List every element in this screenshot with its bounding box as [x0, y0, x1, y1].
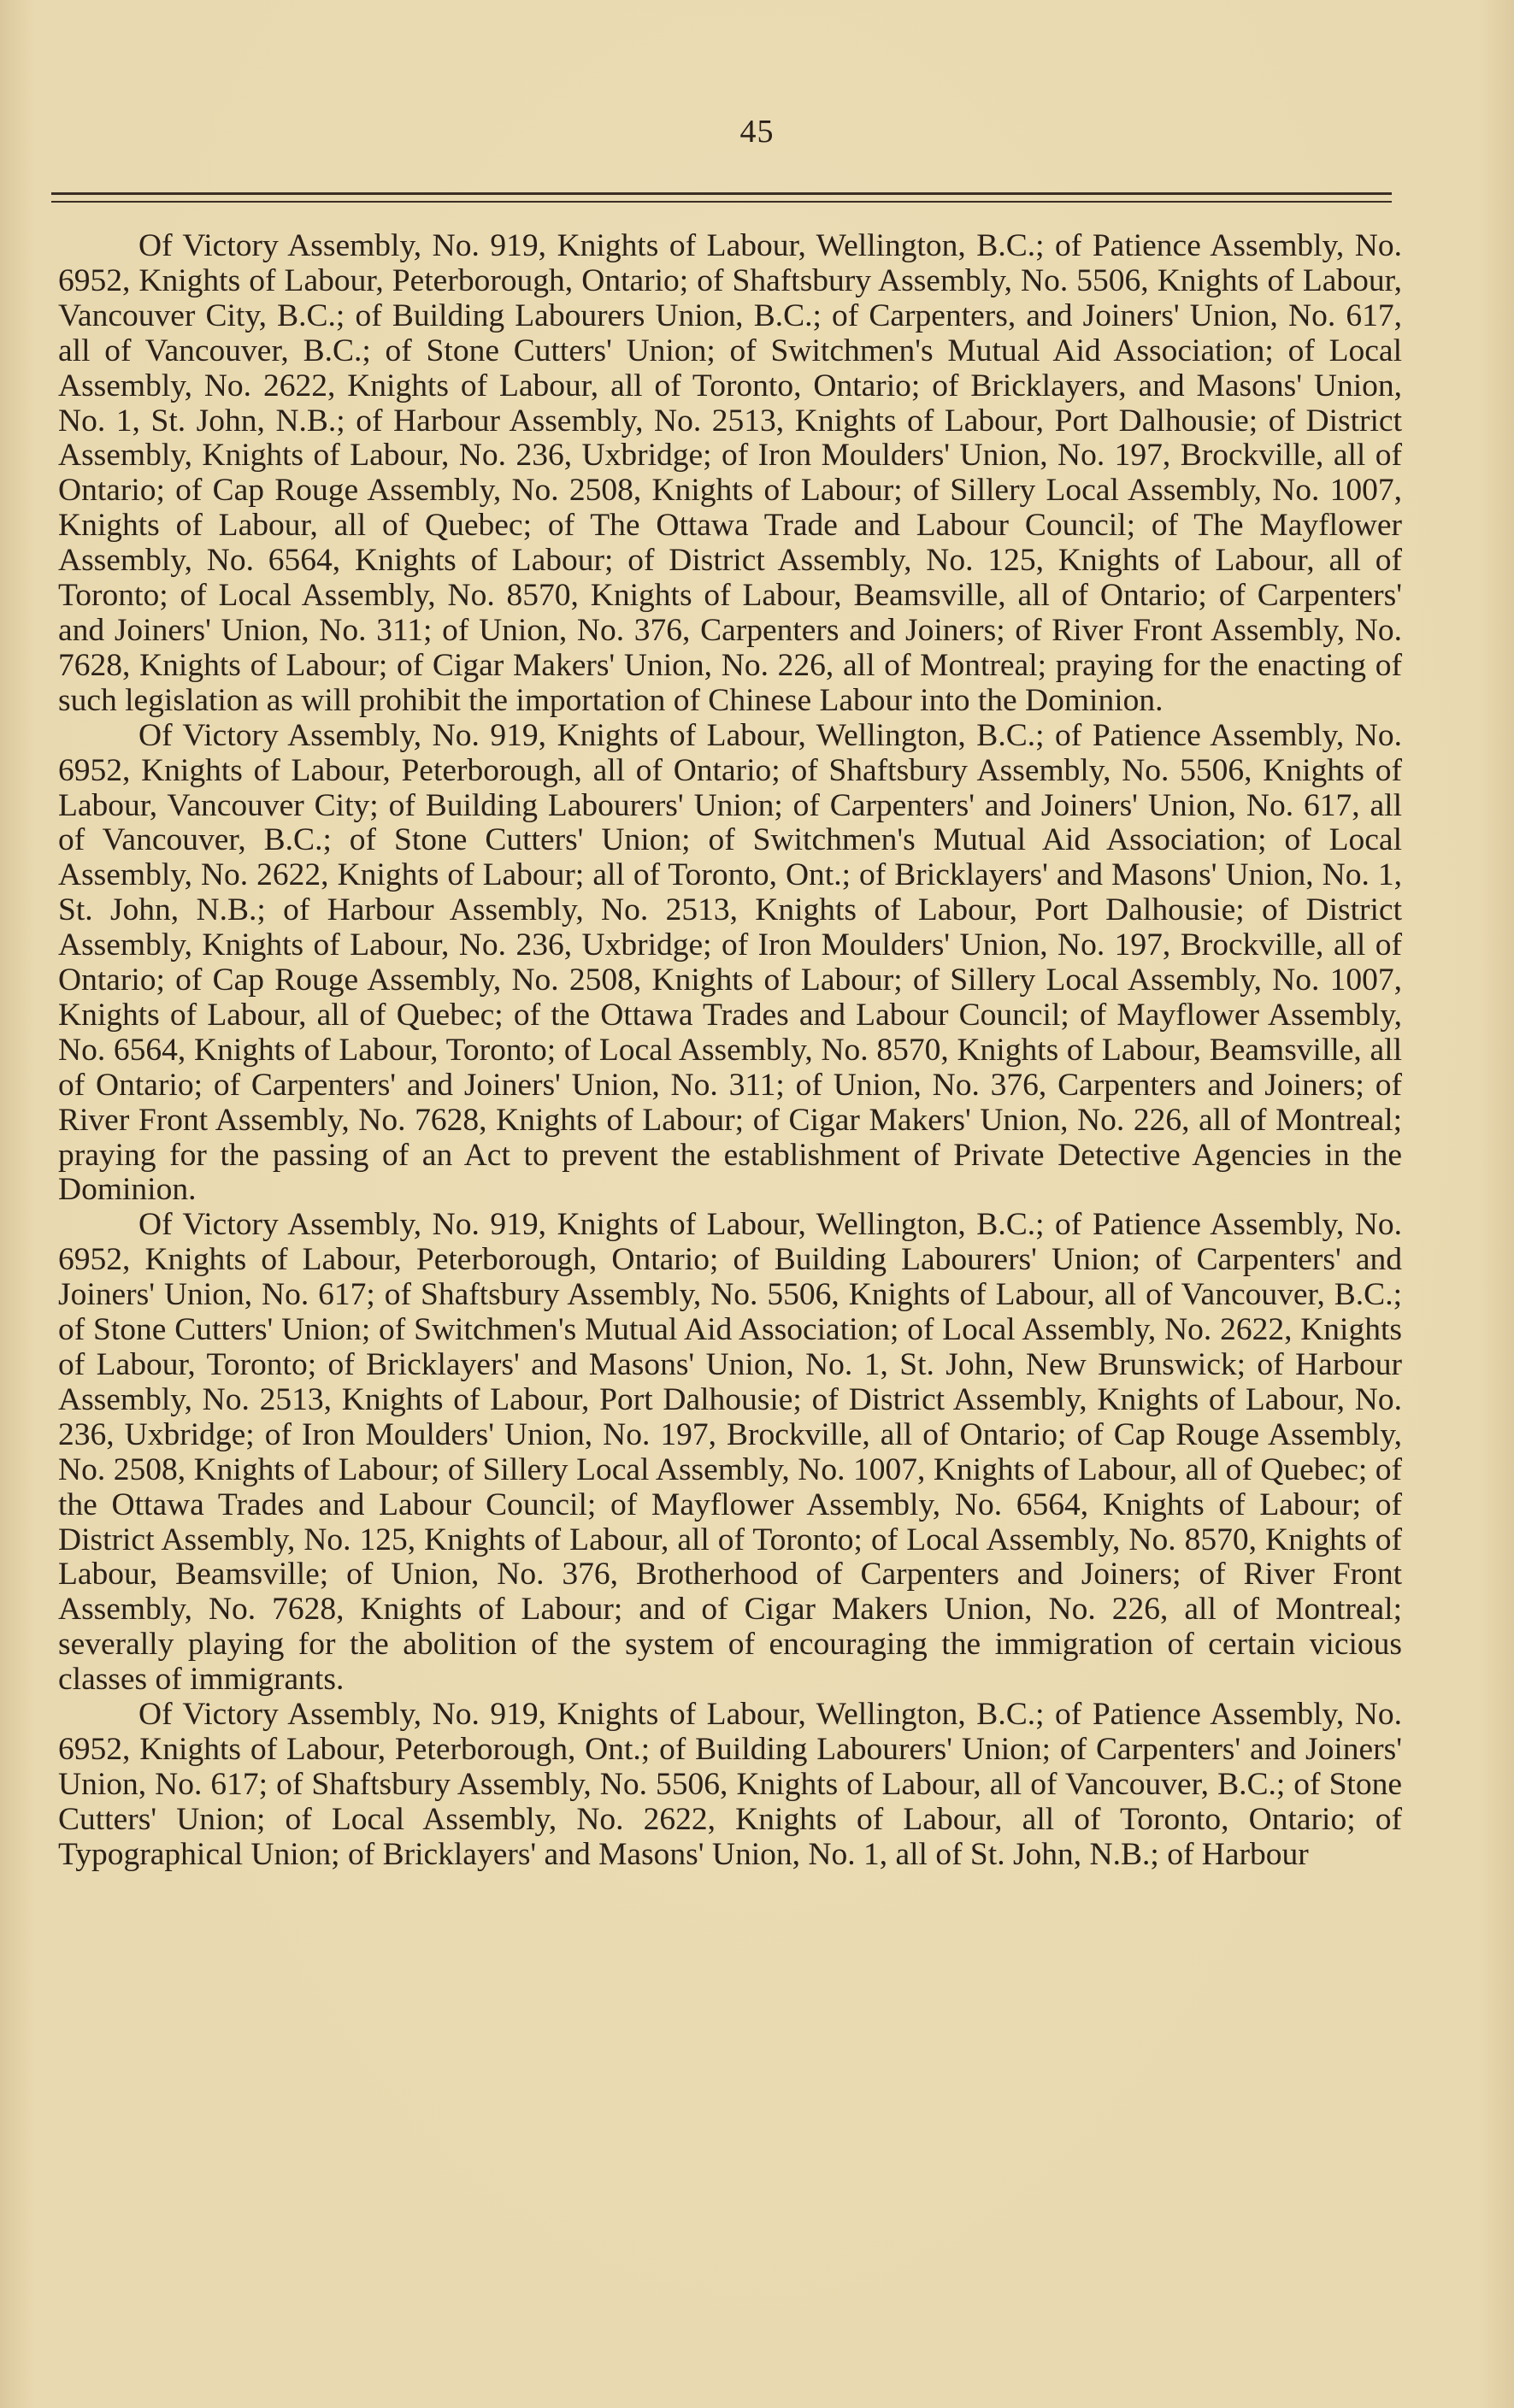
header-rule-bottom: [51, 201, 1392, 203]
paragraph-detective-agencies-petition: Of Victory Assembly, No. 919, Knights of Labour, Wellington, B.C.; of Patience Assembly, No. 6952, Knights of Labour, Peterborough, all of Ontario; of Shaftsbury Assembly, No. 5506, Knights of Labour, Vancouver City; of Building Labourers' Union; of Carpenters' and Joiners' Union, No. 617, all of Vancouver, B.C.; of Stone Cutters' Union; of Switchmen's Mutual Aid Association; of Local Assembly, No. 2622, Knights of Labour; all of Toronto, Ont.; of Bricklayers' and Masons' Union, No. 1, St. John, N.B.; of Harbour Assembly, No. 2513, Knights of Labour, Port Dalhousie; of District Assembly, Knights of Labour, No. 236, Uxbridge; of Iron Moulders' Union, No. 197, Brockville, all of Ontario; of Cap Rouge Assembly, No. 2508, Knights of Labour; of Sillery Local Assembly, No. 1007, Knights of Labour, all of Quebec; of the Ottawa Trades and Labour Council; of Mayflower Assembly, No. 6564, Knights of Labour, Toronto; of Local Assembly, No. 8570, Knights of Labour, Beamsville, all of Ontario; of Carpenters' and Joiners' Union, No. 311; of Union, No. 376, Carpenters and Joiners; of River Front Assembly, No. 7628, Knights of Labour; of Cigar Makers' Union, No. 226, all of Montreal; praying for the passing of an Act to prevent the establishment of Private Detective Agencies in the Dominion.: [58, 717, 1402, 1208]
header-rule-top: [51, 192, 1392, 195]
paragraph-continued-petition: Of Victory Assembly, No. 919, Knights of Labour, Wellington, B.C.; of Patience Assembly, No. 6952, Knights of Labour, Peterborough, Ont.; of Building Labourers' Union; of Carpenters' and Joiners' Union, No. 617; of Shaftsbury Assembly, No. 5506, Knights of Labour, all of Vancouver, B.C.; of Stone Cutters' Union; of Local Assembly, No. 2622, Knights of Labour, all of Toronto, Ontario; of Typographical Union; of Bricklayers' and Masons' Union, No. 1, all of St. John, N.B.; of Harbour: [58, 1697, 1402, 1872]
body-text: [58, 229, 1402, 1873]
paragraph-chinese-labour-petition: Of Victory Assembly, No. 919, Knights of Labour, Wellington, B.C.; of Patience Assembly, No. 6952, Knights of Labour, Peterborough, Ontario; of Shaftsbury Assembly, No. 5506, Knights of Labour, Vancouver City, B.C.; of Building Labourers Union, B.C.; of Carpenters, and Joiners' Union, No. 617, all of Vancouver, B.C.; of Stone Cutters' Union; of Switchmen's Mutual Aid Association; of Local Assembly, No. 2622, Knights of Labour, all of Toronto, Ontario; of Bricklayers, and Masons' Union, No. 1, St. John, N.B.; of Harbour Assembly, No. 2513, Knights of Labour, Port Dalhousie; of District Assembly, Knights of Labour, No. 236, Uxbridge; of Iron Moulders' Union, No. 197, Brockville, all of Ontario; of Cap Rouge Assembly, No. 2508, Knights of Labour; of Sillery Local Assembly, No. 1007, Knights of Labour, all of Quebec; of The Ottawa Trade and Labour Council; of The Mayflower Assembly, No. 6564, Knights of Labour; of District Assembly, No. 125, Knights of Labour, all of Toronto; of Local Assembly, No. 8570, Knights of Labour, Beamsville, all of Ontario; of Carpenters' and Joiners' Union, No. 311; of Union, No. 376, Carpenters and Joiners; of River Front Assembly, No. 7628, Knights of Labour; of Cigar Makers' Union, No. 226, all of Montreal; praying for the enacting of such legislation as will prohibit the importation of Chinese Labour into the Dominion.: [58, 228, 1402, 718]
paragraph-immigration-petition: Of Victory Assembly, No. 919, Knights of Labour, Wellington, B.C.; of Patience Assembly, No. 6952, Knights of Labour, Peterborough, Ontario; of Building Labourers' Union; of Carpenters' and Joiners' Union, No. 617; of Shaftsbury Assembly, No. 5506, Knights of Labour, all of Vancouver, B.C.; of Stone Cutters' Union; of Switchmen's Mutual Aid Association; of Local Assembly, No. 2622, Knights of Labour, Toronto; of Bricklayers' and Masons' Union, No. 1, St. John, New Brunswick; of Harbour Assembly, No. 2513, Knights of Labour, Port Dalhousie; of District Assembly, Knights of Labour, No. 236, Uxbridge; of Iron Moulders' Union, No. 197, Brockville, all of Ontario; of Cap Rouge Assembly, No. 2508, Knights of Labour; of Sillery Local Assembly, No. 1007, Knights of Labour, all of Quebec; of the Ottawa Trades and Labour Council; of Mayflower Assembly, No. 6564, Knights of Labour; of District Assembly, No. 125, Knights of Labour, all of Toronto; of Local Assembly, No. 8570, Knights of Labour, Beamsville; of Union, No. 376, Brotherhood of Carpenters and Joiners; of River Front Assembly, No. 7628, Knights of Labour; and of Cigar Makers Union, No. 226, all of Montreal; severally playing for the abolition of the system of encouraging the immigration of certain vicious classes of immigrants.: [58, 1207, 1402, 1698]
page-number: 45: [739, 114, 775, 150]
